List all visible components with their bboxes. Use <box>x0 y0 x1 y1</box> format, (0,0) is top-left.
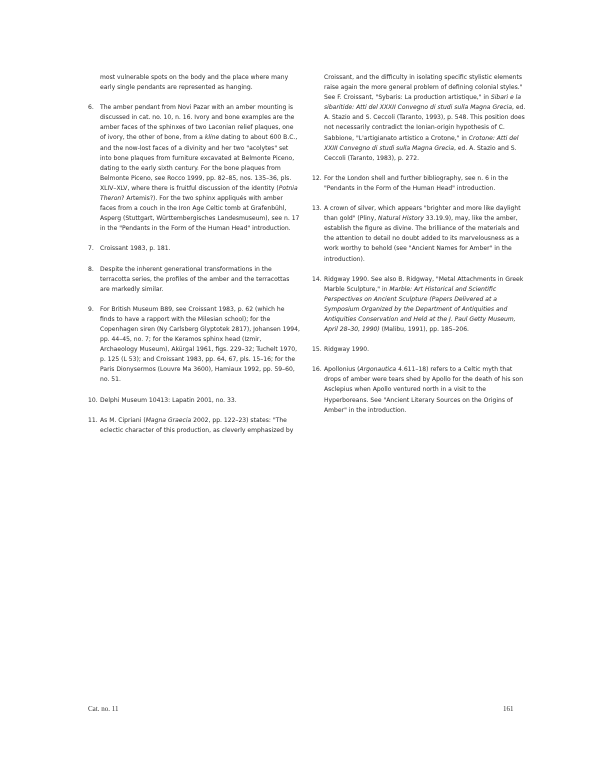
footnote-number: 11. <box>88 416 98 424</box>
footnote-number: 7. <box>88 245 94 253</box>
text-run: , ed. A. Stazio and S. Ceccoli (Taranto, 1993), p. 548. This position does not necessarily contradict the Ionian-origin hypothesis of C. Sabbione, "L'artigianato artistico a Crotone," in <box>324 104 526 142</box>
text-run: Delphi Museum 10413: Lapatin 2001, no. 33. <box>100 396 237 404</box>
text-run: Apollonius ( <box>324 366 360 374</box>
footer-catalog-ref: Cat. no. 11 <box>88 705 119 713</box>
footnote-text <box>100 103 300 234</box>
footnote-number: 9. <box>88 305 94 313</box>
footnote <box>88 103 300 234</box>
footnote-text <box>100 265 300 295</box>
text-run: 4.611–18) refers to a Celtic myth that drops of amber were tears shed by Apollo for the death of his son Asclepius when Apollo ventured north in a visit to the Hyperboreans. See "Ancient Literary Sources on the Origins of Amber" in the introduction. <box>324 366 524 414</box>
footnote-text <box>100 416 300 436</box>
text-run: 33.19.9), may, like the amber, establish the figure as divine. The brilliance of the materials and the attention to detail no doubt added to its marvelousness as a work worthy to behold (see "Ancient Names for Amber" in the introduction). <box>324 215 520 263</box>
footnote-text <box>100 244 300 254</box>
italic-title: Natural History <box>378 215 424 223</box>
footnote <box>312 174 526 194</box>
footnote-number: 14. <box>312 275 322 283</box>
lead-text: most vulnerable spots on the body and the place where many early single pendants are represented as hanging. <box>100 74 289 92</box>
footnote <box>312 275 526 336</box>
text-run: Ridgway 1990. <box>324 346 370 354</box>
footnote-text <box>324 275 526 336</box>
footer-page-number: 161 <box>503 705 514 713</box>
footnote <box>88 265 300 295</box>
footnote <box>312 345 526 355</box>
lead-text <box>324 73 526 164</box>
text-run: dating to about 600 B.C., and the now-lost faces of a divinity and her two "acolytes" set into bone plaques from furniture excavated at Belmonte Piceno, dating to the early sixth century. For the bone plaques from Belmonte Piceno, see Rocco 1999, pp. 82–85, nos. 135–36, pls. XLIV–XLV, where there is fruitful discussion of the identity ( <box>100 134 298 192</box>
footnote-text <box>324 365 526 415</box>
left-lead-paragraph <box>88 73 300 93</box>
italic-title: Argonautica <box>359 366 397 374</box>
text-run: , ed. A. Stazio and S. Ceccoli (Taranto, 1983), p. 272. <box>324 144 517 162</box>
footnote <box>88 244 300 254</box>
footnote-number: 12. <box>312 174 322 182</box>
italic-title: Potnia Theron <box>100 184 298 203</box>
footnote-number: 13. <box>312 205 322 213</box>
text-run: For the London shell and further bibliography, see n. 6 in the "Pendants in the Form of the Human Head" introduction. <box>324 174 509 192</box>
footnote-number: 10. <box>88 396 98 404</box>
italic-title: Sibari e la sibaritide: Atti del XXXII Convegno di studi sulla Magna Grecia <box>324 94 522 112</box>
italic-title: Marble: Art Historical and Scientific Perspectives on Ancient Sculpture (Papers Delivered at a Symposium Organized by the Department of Antiquities and Antiquities Conservation and Held at the J. Paul Getty Museum, April 28–30, 1990) <box>324 285 516 334</box>
footnote <box>312 204 526 265</box>
text-run: For British Museum B89, see Croissant 1983, p. 62 (which he finds to have a rapport with the Milesian school); for the Copenhagen siren (Ny Carlsberg Glyptotek 2817), Johansen 1994, pp. 44–45, no. 7; for the Keramos sphinx head (Izmir, Archaeology Museum), Akürgal 1961, figs. 229–32; Tuchelt 1970, p. 125 (L 53); and Croissant 1983, pp. 64, 67, pls. 15–16; for the Paris Dionysermos (Louvre Ma 3600), Hamiaux 1992, pp. 59–60, no. 51. <box>100 305 300 384</box>
footnote <box>88 305 300 386</box>
left-notes-list <box>88 103 300 436</box>
footnote-text <box>324 204 526 265</box>
right-lead-paragraph <box>312 73 526 164</box>
text-run: 2002, pp. 122–23) states: "The eclectic character of this production, as cleverly emphasized by <box>100 416 294 434</box>
text-run: (Malibu, 1991), pp. 185–206. <box>379 326 469 334</box>
footnote-text <box>324 174 526 194</box>
footnote-text <box>324 345 526 355</box>
text-run: As M. Cipriani ( <box>100 416 146 424</box>
text-run: Ridgway 1990. See also B. Ridgway, "Metal Attachments in Greek Marble Sculpture," in <box>324 275 524 293</box>
left-notes-column <box>88 73 300 446</box>
text-run: Croissant, and the difficulty in isolating specific stylistic elements raise again the more general problem of defining colonial styles." See F. Croissant, "Sybaris: La production artistique," in <box>324 74 523 102</box>
right-notes-list <box>312 174 526 416</box>
footnote-number: 15. <box>312 346 322 354</box>
right-notes-column <box>312 73 526 426</box>
italic-title: Magna Graecia <box>145 416 192 424</box>
footnote-text <box>100 396 300 406</box>
footnote-number: 16. <box>312 366 322 374</box>
text-run: The amber pendant from Novi Pazar with an amber mounting is discussed in cat. no. 10, n. 16. Ivory and bone examples are the amber faces of the sphinxes of two Laconian relief plaques, one of ivory, the other of bone, from a <box>100 104 295 142</box>
text-run: A crown of silver, which appears "brighter and more like daylight than gold" (Pliny, <box>324 205 521 223</box>
text-run: Despite the inherent generational transformations in the terracotta series, the profiles of the amber and the terracottas are markedly similar. <box>100 265 290 293</box>
footnote-number: 6. <box>88 104 94 112</box>
text-run: Croissant 1983, p. 181. <box>100 245 171 253</box>
footnote <box>88 396 300 406</box>
footnote <box>88 416 300 436</box>
italic-title: kline <box>204 134 220 142</box>
footnote-number: 8. <box>88 265 94 273</box>
text-run: ? Artemis?). For the two sphinx appliqués with amber faces from a couch in the Iron Age Celtic tomb at Grafenbühl, Asperg (Stuttgart, Württembergisches Landesmuseum), see n. 17 in the "Pendants in the Form of the Human Head" introduction. <box>100 195 300 233</box>
footnote <box>312 365 526 415</box>
italic-title: Crotone: Atti del XXIII Convegno di studi sulla Magna Grecia <box>324 134 519 152</box>
footnote-text <box>100 305 300 386</box>
